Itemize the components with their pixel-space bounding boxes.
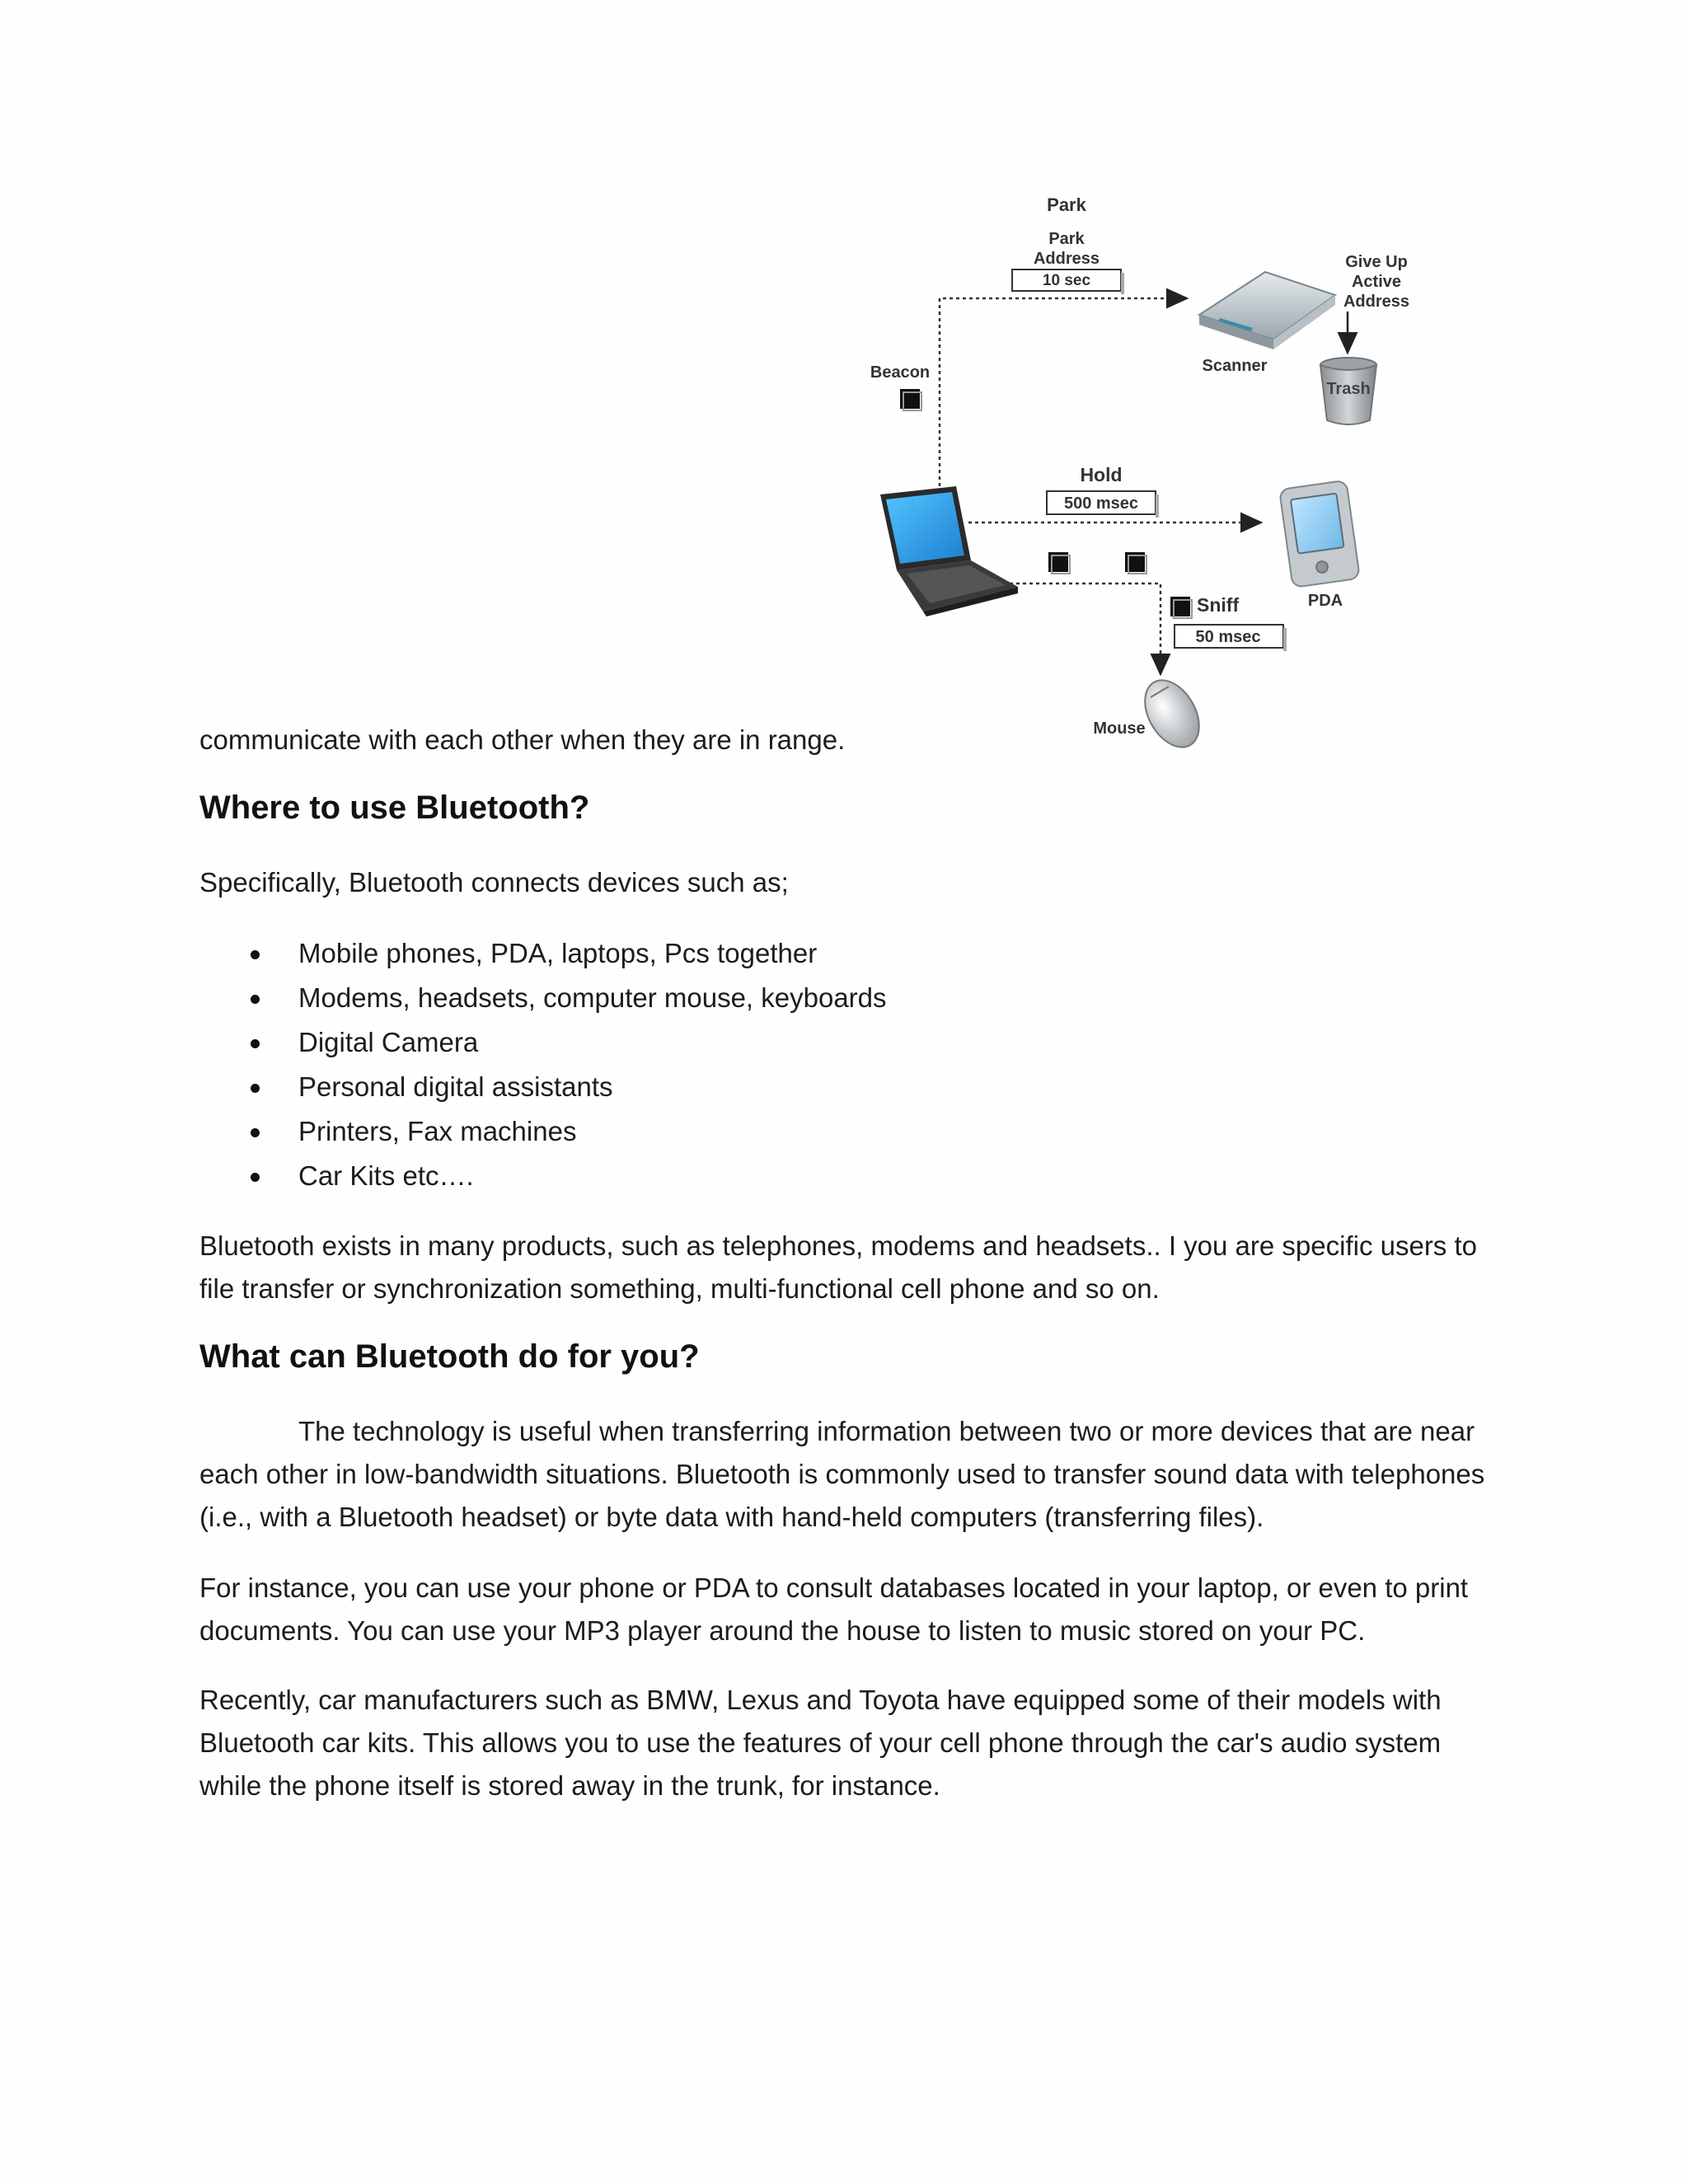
hold-time: 500 msec (1063, 494, 1139, 513)
sniff-link (1010, 583, 1160, 674)
give-up-line2: Active (1351, 273, 1402, 291)
pda-label: PDA (1307, 592, 1343, 610)
sniff-time: 50 msec (1195, 628, 1261, 646)
park-address-line2: Address (1033, 250, 1100, 268)
section2-para3: Recently, car manufacturers such as BMW, Lexus and Toyota have equipped some of their models with Bluetooth car kits. This allows you to use the features of your cell phone through the car's audio system while the phone itself is stored away in the trunk, for instance. (199, 1685, 1442, 1801)
section1-paragraph: Bluetooth exists in many products, such as telephones, modems and headsets.. I you are specific users to file transfer or synchronization something, multi-functional cell phone and so on. (199, 1230, 1478, 1304)
list-item: Personal digital assistants (199, 1065, 887, 1109)
bullet-icon (251, 950, 260, 959)
park-title: Park (1047, 194, 1086, 215)
mouse-label: Mouse (1093, 719, 1146, 738)
bullet-icon (251, 1039, 260, 1048)
hold-title: Hold (1080, 464, 1123, 485)
section1-lead: Specifically, Bluetooth connects devices such as; (199, 867, 789, 898)
section2-para1: The technology is useful when transferring information between two or more devices that are near each other in low-bandwidth situations. Bluetooth is commonly used to transfer sound data with telephones (i.e., with a Bluetooth headset) or byte data with hand-held computers (transferring files). (199, 1416, 1485, 1532)
list-item: Printers, Fax machines (199, 1109, 887, 1154)
list-item: Mobile phones, PDA, laptops, Pcs together (199, 931, 887, 976)
bullet-icon (251, 1084, 260, 1093)
bullet-icon (251, 1173, 260, 1182)
section2-para2: For instance, you can use your phone or PDA to consult databases located in your laptop, or even to print documents. You can use your MP3 player around the house to listen to music stored on your PC. (199, 1572, 1469, 1646)
list-item: Digital Camera (199, 1020, 887, 1065)
beacon-label: Beacon (870, 363, 931, 382)
park-address-line1: Park (1048, 230, 1085, 248)
bullet-icon (251, 1128, 260, 1137)
laptop-icon (880, 486, 1018, 616)
sniff-title: Sniff (1197, 594, 1240, 616)
scanner-icon (1199, 272, 1335, 349)
intro-line: communicate with each other when they are in range. (199, 724, 846, 755)
trash-label: Trash (1326, 380, 1371, 398)
pda-icon (1279, 480, 1360, 588)
park-time: 10 sec (1042, 272, 1091, 289)
device-list (199, 931, 887, 1198)
list-item: Modems, headsets, computer mouse, keyboards (199, 976, 887, 1020)
give-up-line1: Give Up (1345, 253, 1408, 271)
bluetooth-power-modes-diagram (849, 181, 1426, 758)
give-up-line3: Address (1343, 293, 1410, 311)
bullet-icon (251, 995, 260, 1004)
section2-heading: What can Bluetooth do for you? (199, 1338, 700, 1375)
scanner-label: Scanner (1202, 357, 1268, 375)
park-link (940, 298, 1187, 486)
section1-heading: Where to use Bluetooth? (199, 790, 590, 826)
connection-lines (940, 298, 1261, 674)
list-item: Car Kits etc…. (199, 1154, 887, 1198)
